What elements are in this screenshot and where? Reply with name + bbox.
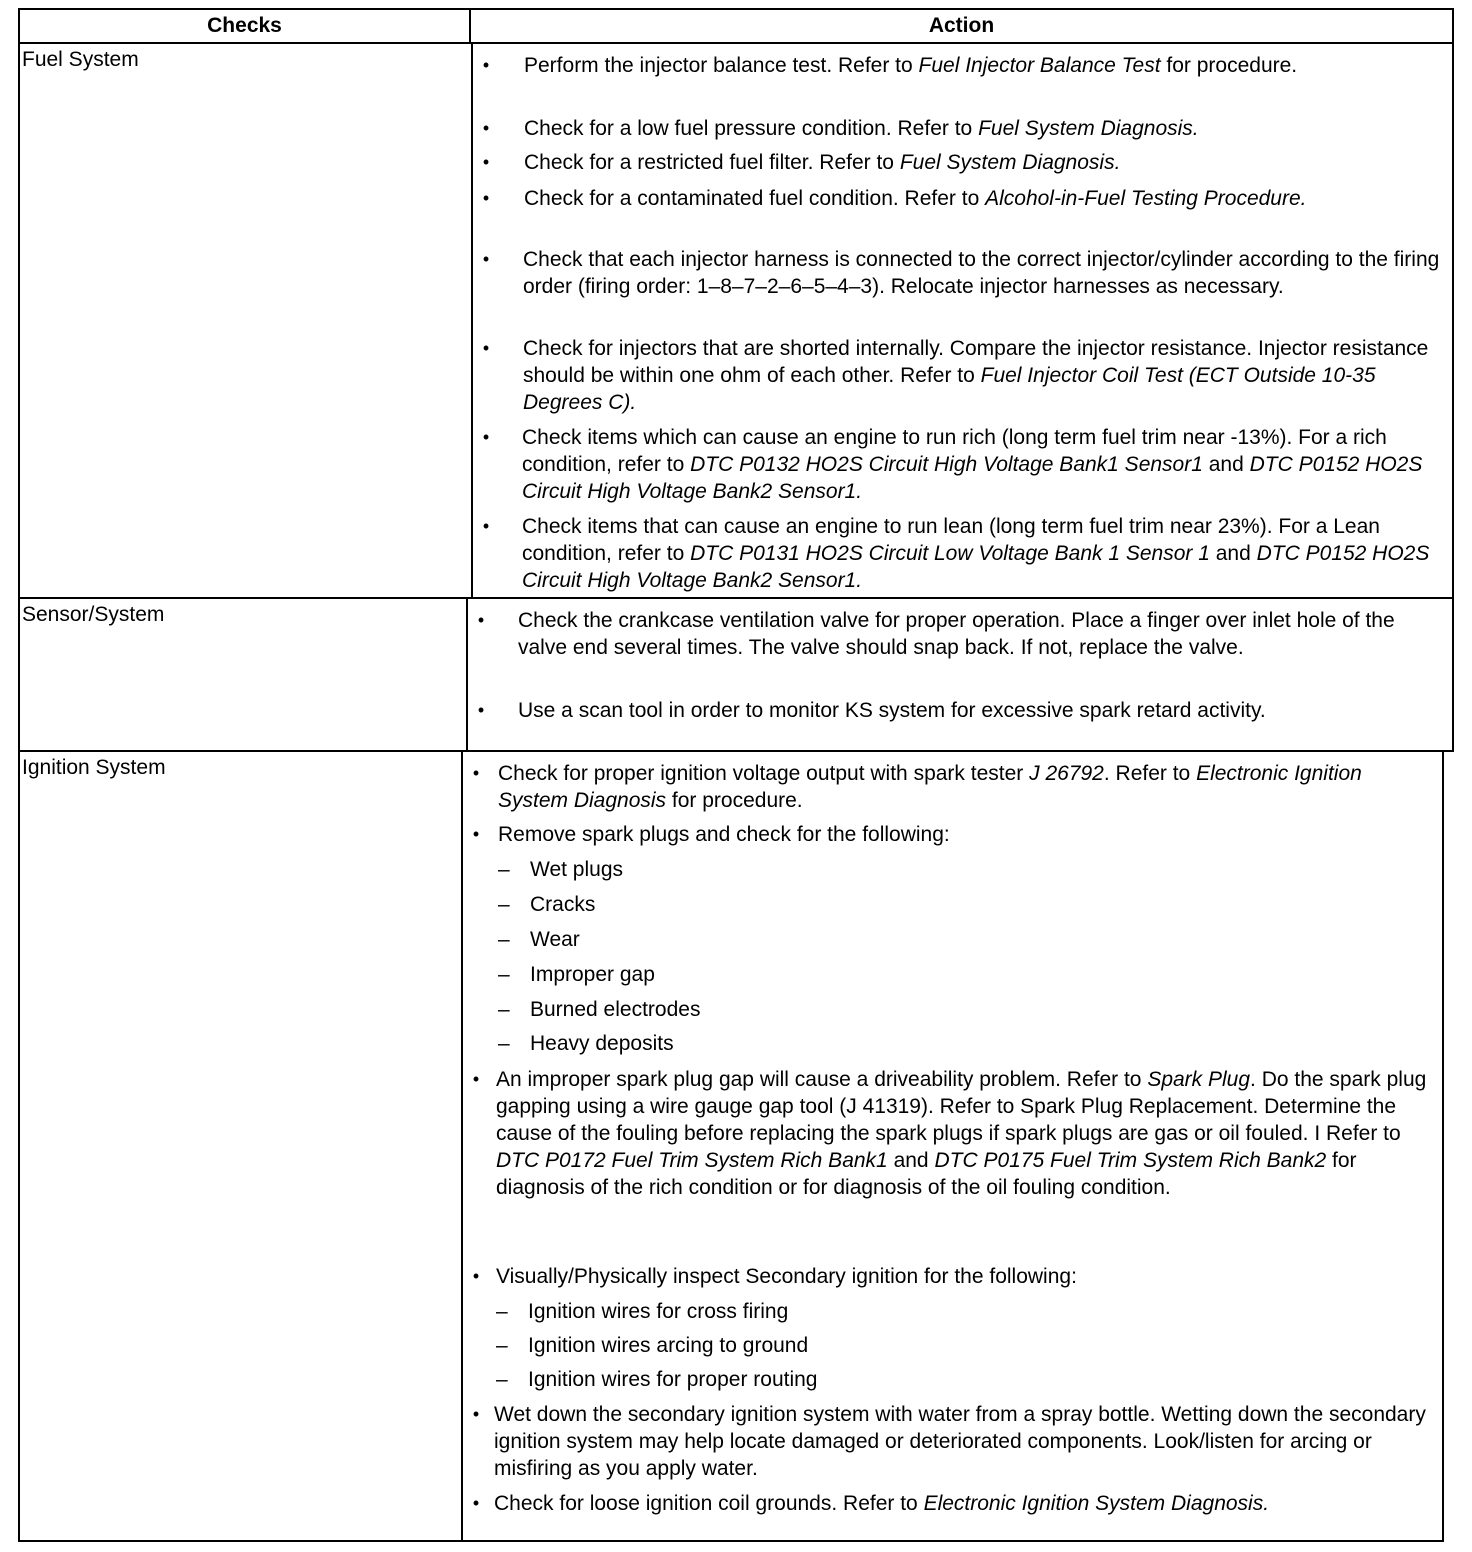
- action-text: [524, 115, 1444, 142]
- reference-link-text: Fuel System Diagnosis.: [899, 151, 1121, 174]
- action-text-run: Check the crankcase ventilation valve for proper operation. Place a finger over inlet hole of the valve end several times. The valve should snap back. If not, replace the valve.: [518, 609, 1395, 659]
- reference-link-text: Fuel Injector Balance Test: [918, 54, 1161, 77]
- action-text-run: Check for proper ignition voltage output with spark tester: [498, 762, 1030, 785]
- action-cell: [466, 599, 1452, 750]
- action-text-run: for procedure.: [666, 789, 803, 812]
- dash-icon: –: [498, 963, 510, 986]
- dash-icon: –: [496, 1368, 508, 1391]
- column-header-action: Action: [469, 8, 1454, 44]
- reference-link-text: DTC P0131 HO2S Circuit Low Voltage Bank 1 Sensor 1: [690, 542, 1210, 565]
- action-text-run: . Refer to: [1103, 762, 1197, 785]
- bullet-icon: •: [472, 1493, 480, 1513]
- action-text-run: Check items that can cause an engine to run lean (long term fuel trim near 23%). For a Lean condition, refer to: [522, 515, 1380, 565]
- action-text: [524, 185, 1444, 212]
- action-text: [496, 1066, 1434, 1201]
- action-text: [496, 1263, 1434, 1290]
- check-cell: Fuel System: [20, 44, 473, 597]
- bullet-icon: •: [472, 824, 480, 844]
- bullet-icon: •: [472, 1069, 480, 1089]
- action-cell: [471, 44, 1452, 597]
- action-cell: • Check for proper ignition voltage output with spark tester J 26792. Refer to Electronic Ignition System Diagnosis for procedure. • Remove spark plugs and check for the following: – Wet plugs – Cracks – Wear – Improper gap – Burned electrodes – Heavy deposits • An improper spark plug gap will cause a driveability problem. Refer to Spark Plug. Do the spark plug gapping using a wire gauge gap tool (J 41319). Refer to Spark Plug Replacement. Determine the cause of the fouling before replacing the spark plugs if spark plugs are gas or oil fouled. I Refer to DTC P0172 Fuel Trim System Rich Bank1 and DTC P0175 Fuel Trim System Rich Bank2 for diagnosis of the rich condition or for diagnosis of the oil fouling condition. • Visually/Physically inspect Secondary ignition for the following: – Ignition wires for cross firing – Ignition wires arcing to ground – Ignition wires for proper routing • Wet down the secondary ignition system with water from a spray bottle. Wetting down the secondary ignition system may help locate damaged or deteriorated components. Look/listen for arcing or misfiring as you apply water. • Check for loose ignition coil grounds. Refer to Electronic Ignition System Diagnosis.: [461, 752, 1442, 1540]
- bullet-icon: •: [482, 55, 490, 75]
- action-text-run: Check for loose ignition coil grounds. Refer to: [494, 1492, 924, 1515]
- bullet-icon: •: [482, 249, 490, 269]
- table-row-ignition-system: [18, 750, 1444, 1542]
- bullet-icon: •: [477, 610, 485, 630]
- reference-link-text: DTC P0152 HO2S Circuit High Voltage Bank2 Sensor1.: [522, 542, 1430, 592]
- bullet-icon: •: [482, 516, 490, 536]
- dash-icon: –: [498, 1032, 510, 1055]
- action-text: [524, 52, 1444, 79]
- action-text-run: An improper spark plug gap will cause a driveability problem. Refer to: [496, 1068, 1148, 1091]
- column-header-checks: Checks: [18, 8, 471, 44]
- action-text-run: and: [1209, 542, 1257, 565]
- bullet-icon: •: [482, 188, 490, 208]
- reference-link-text: Electronic Ignition System Diagnosis: [498, 762, 1362, 812]
- dash-icon: –: [498, 893, 510, 916]
- reference-link-text: Alcohol-in-Fuel Testing Procedure.: [985, 187, 1307, 210]
- bullet-icon: •: [482, 152, 490, 172]
- bullet-icon: •: [477, 700, 485, 720]
- action-text-run: Remove spark plugs and check for the following:: [498, 823, 950, 846]
- reference-link-text: Fuel Injector Coil Test (ECT Outside 10-35 Degrees C).: [523, 364, 1376, 414]
- diagnostic-table: [18, 8, 1454, 1542]
- table-row-fuel-system: [18, 42, 1454, 599]
- dash-icon: –: [498, 858, 510, 881]
- action-text-run: Use a scan tool in order to monitor KS system for excessive spark retard activity.: [518, 699, 1266, 722]
- action-text-run: and: [1202, 453, 1250, 476]
- action-text-run: Check for injectors that are shorted internally. Compare the injector resistance. Injector resistance should be within one ohm of each other. Refer to: [523, 337, 1429, 387]
- action-text: [494, 1490, 1434, 1517]
- action-text: [524, 149, 1444, 176]
- bullet-icon: •: [472, 763, 480, 783]
- reference-link-text: DTC P0175 Fuel Trim System Rich Bank2: [934, 1149, 1327, 1172]
- action-text: [522, 513, 1444, 594]
- action-text-run: Check for a contaminated fuel condition. Refer to: [524, 187, 986, 210]
- dash-icon: –: [498, 998, 510, 1021]
- bullet-icon: •: [482, 338, 490, 358]
- reference-link-text: J 26792: [1029, 762, 1104, 785]
- reference-link-text: Spark Plug: [1147, 1068, 1251, 1091]
- table-row-sensor-system: [18, 597, 1454, 752]
- action-text-run: Check that each injector harness is connected to the correct injector/cylinder according to the firing order (firing order: 1–8–7–2–6–5–4–3). Relocate injector harnesses as necessary.: [523, 248, 1440, 298]
- check-cell: Ignition System: [20, 752, 463, 1540]
- bullet-icon: •: [482, 427, 490, 447]
- reference-link-text: DTC P0152 HO2S Circuit High Voltage Bank2 Sensor1.: [522, 453, 1423, 503]
- bullet-icon: •: [472, 1266, 480, 1286]
- bullet-icon: •: [472, 1404, 480, 1424]
- action-text: [518, 607, 1444, 661]
- action-text-run: Visually/Physically inspect Secondary ignition for the following:: [496, 1265, 1077, 1288]
- action-text: [518, 697, 1444, 724]
- dash-icon: –: [496, 1300, 508, 1323]
- check-cell: Sensor/System: [20, 599, 468, 750]
- action-text-run: for procedure.: [1160, 54, 1298, 77]
- reference-link-text: DTC P0132 HO2S Circuit High Voltage Bank1 Sensor1: [690, 453, 1203, 476]
- action-text-run: Check for a low fuel pressure condition. Refer to: [524, 117, 979, 140]
- bullet-icon: •: [482, 118, 490, 138]
- action-text: [498, 760, 1434, 814]
- action-text: [498, 821, 1434, 848]
- action-text-run: Perform the injector balance test. Refer to: [524, 54, 919, 77]
- action-text-run: and: [887, 1149, 935, 1172]
- action-text: [522, 424, 1444, 505]
- action-text: [494, 1401, 1434, 1482]
- action-text: [523, 335, 1444, 416]
- action-text-run: Wet down the secondary ignition system with water from a spray bottle. Wetting down the secondary ignition system may help locate damaged or deteriorated components. Look/listen for arcing or misfiring as you apply water.: [494, 1403, 1426, 1480]
- action-text-run: Check for a restricted fuel filter. Refer to: [524, 151, 900, 174]
- action-text-run: for diagnosis of the rich condition or for diagnosis of the oil fouling condition.: [496, 1149, 1357, 1199]
- action-text: [523, 246, 1444, 300]
- reference-link-text: Fuel System Diagnosis.: [978, 117, 1199, 140]
- reference-link-text: DTC P0172 Fuel Trim System Rich Bank1: [496, 1149, 888, 1172]
- dash-icon: –: [498, 928, 510, 951]
- action-text-run: Check items which can cause an engine to run rich (long term fuel trim near -13%). For a rich condition, refer to: [522, 426, 1387, 476]
- action-text-run: . Do the spark plug gapping using a wire gauge gap tool (J 41319). Refer to Spark Plug Replacement. Determine the cause of the fouling before replacing the spark plugs if spark plugs are gas or oil fouled. I Refer to: [496, 1068, 1427, 1145]
- reference-link-text: Electronic Ignition System Diagnosis.: [923, 1492, 1270, 1515]
- dash-icon: –: [496, 1334, 508, 1357]
